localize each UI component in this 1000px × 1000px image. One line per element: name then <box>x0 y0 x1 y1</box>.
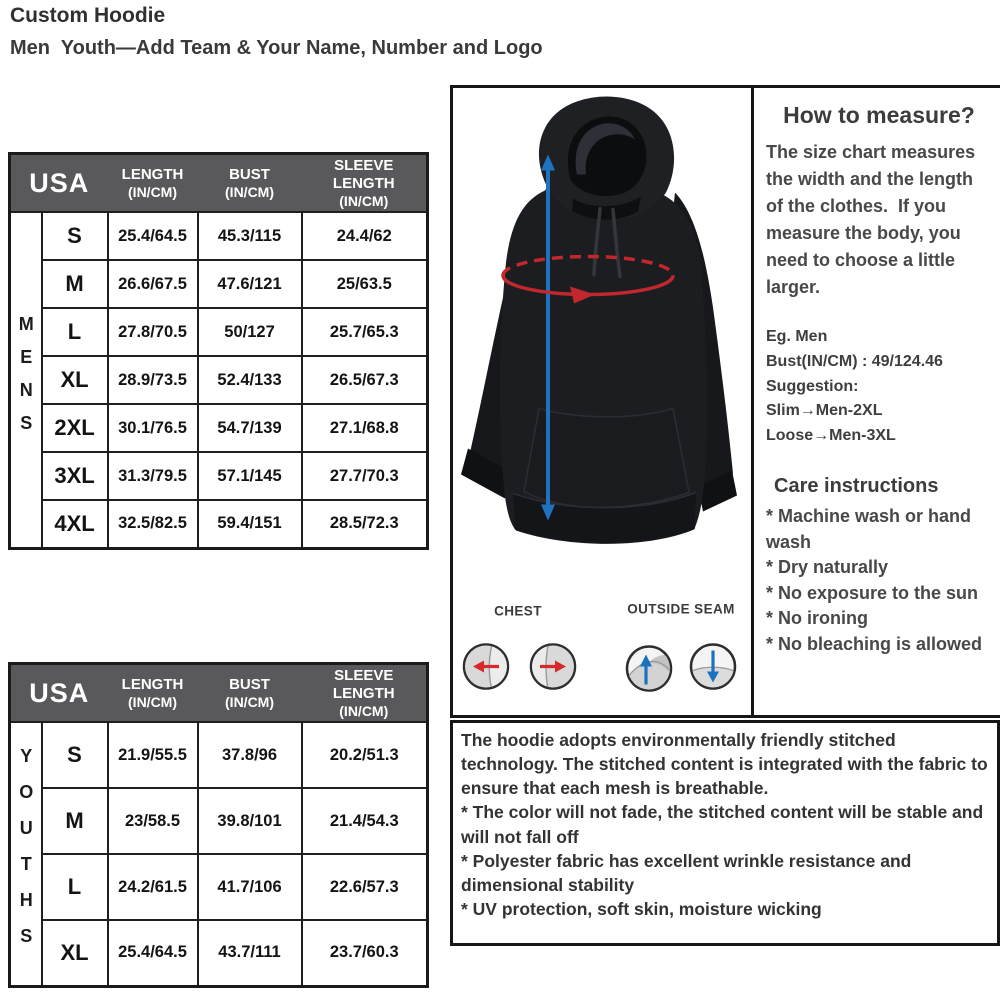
size-cell: S <box>42 722 108 788</box>
table-row <box>10 404 428 452</box>
hoodie-illustration <box>453 88 751 715</box>
chest-fabric-arrow-left-icon <box>461 641 513 695</box>
size-cell: M <box>42 788 108 854</box>
care-item: * No ironing <box>766 608 868 629</box>
hoodie-photo <box>461 97 737 544</box>
sleeve-cell: 24.4/62 <box>302 212 428 260</box>
table-row <box>10 308 428 356</box>
size-cell: 4XL <box>42 500 108 548</box>
bust-cell: 41.7/106 <box>198 854 302 920</box>
table-row <box>10 788 428 854</box>
length-cell: 32.5/82.5 <box>108 500 198 548</box>
bust-cell: 45.3/115 <box>198 212 302 260</box>
size-cell: 2XL <box>42 404 108 452</box>
seam-fabric-arrow-up-icon <box>625 647 675 693</box>
column-header-length: LENGTH (IN/CM) <box>108 154 198 213</box>
notes-line: * UV protection, soft skin, moisture wicking <box>461 898 822 919</box>
chest-fabric-arrow-right-icon <box>528 641 578 695</box>
table-row <box>10 854 428 920</box>
column-header-length: LENGTH (IN/CM) <box>108 664 198 723</box>
bust-cell: 52.4/133 <box>198 356 302 404</box>
length-cell: 30.1/76.5 <box>108 404 198 452</box>
measure-panel <box>754 85 1000 718</box>
length-cell: 24.2/61.5 <box>108 854 198 920</box>
care-item: * No bleaching is allowed <box>766 633 983 654</box>
sleeve-cell: 27.7/70.3 <box>302 452 428 500</box>
size-cell: L <box>42 854 108 920</box>
mens-size-table <box>8 152 429 550</box>
length-cell: 23/58.5 <box>108 788 198 854</box>
bust-cell: 39.8/101 <box>198 788 302 854</box>
length-cell: 27.8/70.5 <box>108 308 198 356</box>
size-cell: M <box>42 260 108 308</box>
size-cell: XL <box>42 920 108 986</box>
size-cell: S <box>42 212 108 260</box>
page-subtitle: Men Youth—Add Team & Your Name, Number and Logo <box>10 37 543 59</box>
example-line: Loose→Men-3XL <box>766 427 896 445</box>
bust-cell: 59.4/151 <box>198 500 302 548</box>
size-example-block <box>766 325 992 449</box>
length-cell: 28.9/73.5 <box>108 356 198 404</box>
sleeve-cell: 20.2/51.3 <box>302 722 428 788</box>
bust-cell: 43.7/111 <box>198 920 302 986</box>
chest-label: CHEST <box>494 603 542 619</box>
care-item: * No exposure to the sun <box>766 582 979 603</box>
example-line: Suggestion: <box>766 377 859 395</box>
table-row <box>10 260 428 308</box>
sleeve-cell: 28.5/72.3 <box>302 500 428 548</box>
outside-seam-label: OUTSIDE SEAM <box>627 601 735 617</box>
bust-cell: 47.6/121 <box>198 260 302 308</box>
sleeve-cell: 22.6/57.3 <box>302 854 428 920</box>
length-cell: 31.3/79.5 <box>108 452 198 500</box>
sleeve-cell: 26.5/67.3 <box>302 356 428 404</box>
group-label-mens: MENS <box>10 212 42 548</box>
column-header-usa: USA <box>10 664 108 723</box>
care-heading: Care instructions <box>774 474 939 497</box>
youths-size-table <box>8 662 429 988</box>
sleeve-cell: 25.7/65.3 <box>302 308 428 356</box>
size-cell: L <box>42 308 108 356</box>
table-row <box>10 722 428 788</box>
bust-cell: 57.1/145 <box>198 452 302 500</box>
measure-heading: How to measure? <box>783 102 975 128</box>
table-header-row <box>10 664 428 723</box>
seam-fabric-arrow-down-icon <box>689 645 737 693</box>
sleeve-cell: 25/63.5 <box>302 260 428 308</box>
bust-cell: 37.8/96 <box>198 722 302 788</box>
care-list <box>766 504 992 657</box>
length-cell: 21.9/55.5 <box>108 722 198 788</box>
hoodie-panel <box>450 85 754 718</box>
length-cell: 25.4/64.5 <box>108 920 198 986</box>
notes-line: * The color will not fade, the stitched content will be stable and will not fall off <box>461 802 984 847</box>
column-header-sleeve: SLEEVE LENGTH (IN/CM) <box>302 154 428 213</box>
table-header-row <box>10 154 428 213</box>
sleeve-cell: 23.7/60.3 <box>302 920 428 986</box>
notes-line: * Polyester fabric has excellent wrinkle resistance and dimensional stability <box>461 850 912 895</box>
length-cell: 26.6/67.5 <box>108 260 198 308</box>
bust-cell: 50/127 <box>198 308 302 356</box>
measure-intro: The size chart measures the width and the length of the clothes. If you measure the body, you need to choose a little larger. <box>766 142 981 297</box>
care-item: * Machine wash or hand wash <box>766 505 972 552</box>
table-row <box>10 452 428 500</box>
size-cell: XL <box>42 356 108 404</box>
table-row <box>10 920 428 986</box>
sleeve-cell: 21.4/54.3 <box>302 788 428 854</box>
example-line: Bust(IN/CM) : 49/124.46 <box>766 352 943 370</box>
column-header-usa: USA <box>10 154 108 213</box>
column-header-bust: BUST (IN/CM) <box>198 664 302 723</box>
column-header-sleeve: SLEEVE LENGTH (IN/CM) <box>302 664 428 723</box>
example-line: Eg. Men <box>766 328 828 345</box>
bust-cell: 54.7/139 <box>198 404 302 452</box>
page-title: Custom Hoodie <box>10 4 166 27</box>
group-label-youths: YOUTHS <box>10 722 42 986</box>
table-row <box>10 212 428 260</box>
table-row <box>10 356 428 404</box>
example-line: Slim→Men-2XL <box>766 402 883 420</box>
sleeve-cell: 27.1/68.8 <box>302 404 428 452</box>
notes-line: The hoodie adopts environmentally friendly stitched technology. The stitched content is integrated with the fabric to ensure that each mesh is breathable. <box>461 730 988 799</box>
care-item: * Dry naturally <box>766 557 889 578</box>
column-header-bust: BUST (IN/CM) <box>198 154 302 213</box>
length-cell: 25.4/64.5 <box>108 212 198 260</box>
product-notes-box <box>450 720 1000 946</box>
table-row <box>10 500 428 548</box>
size-cell: 3XL <box>42 452 108 500</box>
